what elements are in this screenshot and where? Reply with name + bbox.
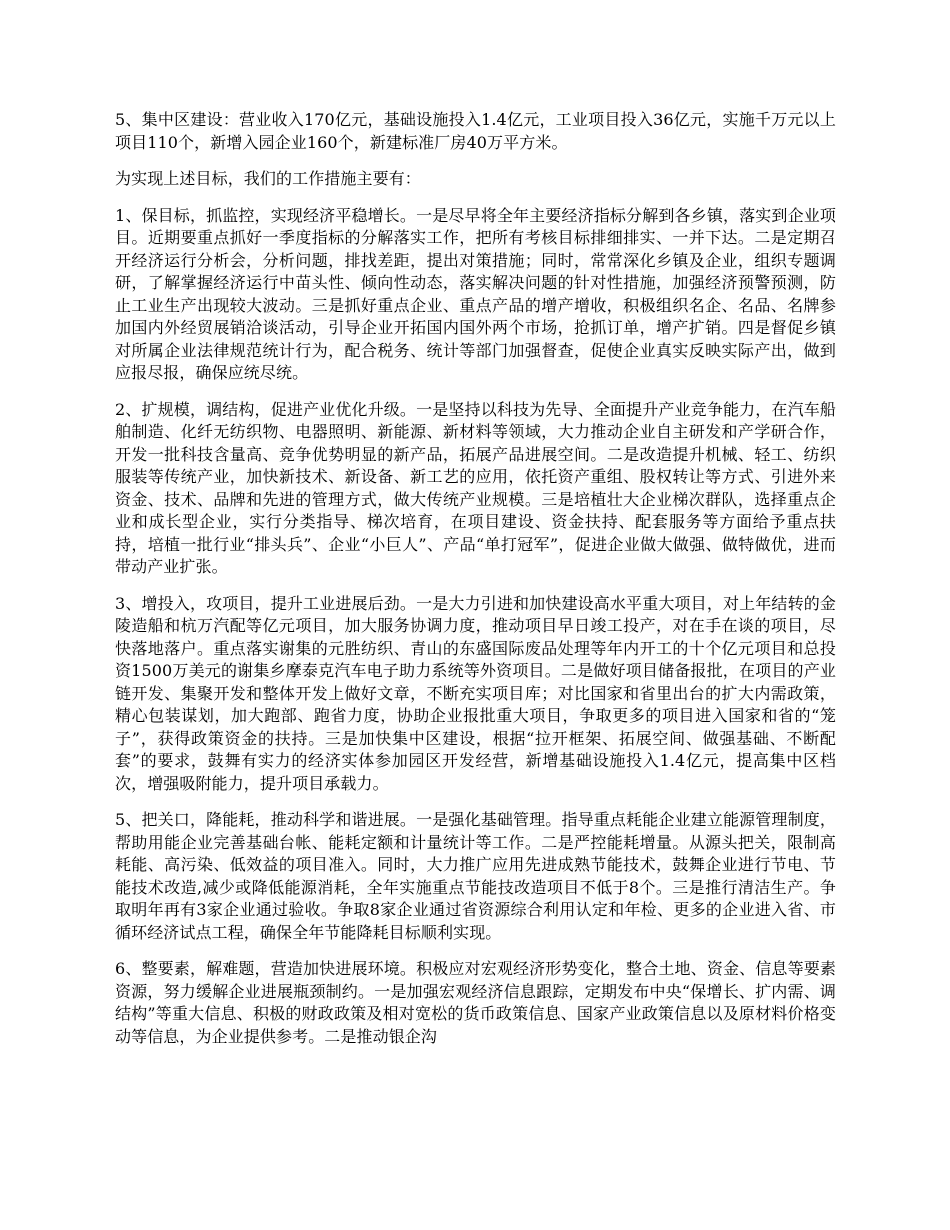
paragraph-measure-1: 1、保目标，抓监控，实现经济平稳增长。一是尽早将全年主要经济指标分解到各乡镇，落实到企业项目。近期要重点抓好一季度指标的分解落实工作，把所有考核目标排细排实、一并下达。二是定期召开经济运行分析会，分析问题，排找差距，提出对策措施；同时，常常深化乡镇及企业，组织专题调研，了解掌握经济运行中苗头性、倾向性动态，落实解决问题的针对性措施，加强经济预警预测，防止工业生产出现较大波动。三是抓好重点企业、重点产品的增产增收，积极组织名企、名品、名牌参加国内外经贸展销洽谈活动，引导企业开拓国内国外两个市场，抢抓订单，增产扩销。四是督促乡镇对所属企业法律规范统计行为，配合税务、统计等部门加强督查，促使企业真实反映实际产出，做到应报尽报，确保应统尽统。 bbox=[115, 205, 836, 382]
paragraph-measures-intro: 为实现上述目标，我们的工作措施主要有： bbox=[115, 169, 421, 188]
paragraph-measure-6: 6、整要素，解难题，营造加快进展环境。积极应对宏观经济形势变化，整合土地、资金、信息等要素资源，努力缓解企业进展瓶颈制约。一是加强宏观经济信息跟踪，定期发布中央“保增长、扩内需、调结构”等重大信息、积极的财政政策及相对宽松的货币政策信息、国家产业政策信息以及原材料价格变动等信息，为企业提供参考。二是推动银企沟 bbox=[115, 959, 836, 1046]
paragraph-measure-2: 2、扩规模，调结构，促进产业优化升级。一是坚持以科技为先导、全面提升产业竞争能力，在汽车船舶制造、化纤无纺织物、电器照明、新能源、新材料等领域，大力推动企业自主研发和产学研合作，开发一批科技含量高、竞争优势明显的新产品，拓展产品进展空间。二是改造提升机械、轻工、纺织服装等传统产业，加快新技术、新设备、新工艺的应用，依托资产重组、股权转让等方式、引进外来资金、技术、品牌和先进的管理方式，做大传统产业规模。三是培植壮大企业梯次群队，选择重点企业和成长型企业，实行分类指导、梯次培育，在项目建设、资金扶持、配套服务等方面给予重点扶持，培植一批行业“排头兵”、企业“小巨人”、产品“单打冠军”，促进企业做大做强、做特做优，进而带动产业扩张。 bbox=[115, 399, 836, 576]
paragraph-measure-5: 5、把关口，降能耗，推动科学和谐进展。一是强化基础管理。指导重点耗能企业建立能源管理制度，帮助用能企业完善基础台帐、能耗定额和计量统计等工作。二是严控能耗增量。从源头把关，限制高耗能、高污染、低效益的项目准入。同时，大力推广应用先进成熟节能技术，鼓舞企业进行节电、节能技术改造,减少或降低能源消耗，全年实施重点节能技改造项目不低于8个。三是推行清洁生产。争取明年再有3家企业通过验收。争取8家企业通过省资源综合利用认定和年检、更多的企业进入省、市循环经济试点工程，确保全年节能降耗目标顺利实现。 bbox=[115, 810, 836, 942]
paragraph-industrial-zone-targets: 5、集中区建设：营业收入170亿元，基础设施投入1.4亿元，工业项目投入36亿元，实施千万元以上项目110个，新增入园企业160个，新建标准厂房40万平方米。 bbox=[115, 110, 836, 152]
paragraph-measure-3: 3、增投入，攻项目，提升工业进展后劲。一是大力引进和加快建设高水平重大项目，对上年结转的金陵造船和杭万汽配等亿元项目，加大服务协调力度，推动项目早日竣工投产，对在手在谈的项目，尽快落地落户。重点落实谢集的元胜纺织、青山的东盛国际废品处理等年内开工的十个亿元项目和总投资1500万美元的谢集乡摩泰克汽车电子助力系统等外资项目。二是做好项目储备报批，在项目的产业链开发、集聚开发和整体开发上做好文章，不断充实项目库；对比国家和省里出台的扩大内需政策，精心包装谋划，加大跑部、跑省力度，协助企业报批重大项目，争取更多的项目进入国家和省的“笼子”，获得政策资金的扶持。三是加快集中区建设，根据“拉开框架、拓展空间、做强基础、不断配套”的要求，鼓舞有实力的经济实体参加园区开发经营，新增基础设施投入1.4亿元，提高集中区档次，增强吸附能力，提升项目承载力。 bbox=[115, 593, 836, 793]
